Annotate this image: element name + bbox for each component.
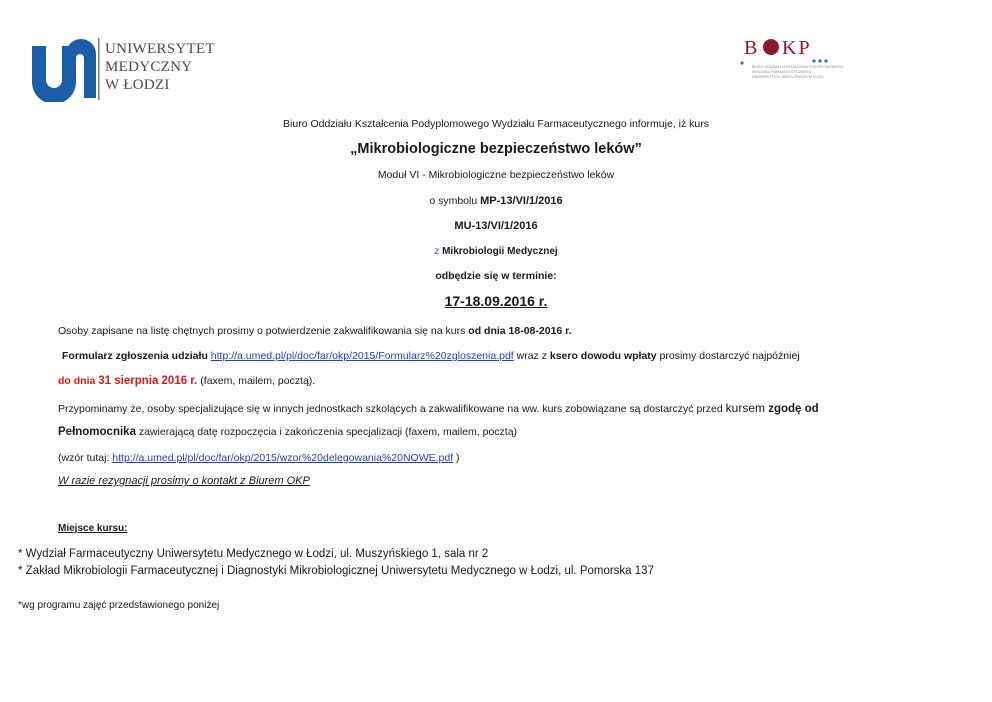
form-paragraph: [62, 350, 800, 362]
p2-label: Formularz zgłoszenia udziału: [62, 350, 211, 362]
symbol-1: MP-13/VI/1/2016: [480, 195, 563, 207]
svg-text:KP: KP: [782, 37, 812, 59]
umed-line2: MEDYCZNY: [105, 59, 193, 75]
resignation-note: W razie rezygnacji prosimy o kontakt z Biurem OKP: [58, 475, 310, 487]
p2-mid: wraz z: [513, 350, 550, 362]
bokp-logo-mark: [738, 34, 868, 84]
p3-red-date: 31 sierpnia 2016 r.: [98, 375, 198, 387]
svg-text:UNIWERSYTETU MEDYCZNEGO W ŁODZ: UNIWERSYTETU MEDYCZNEGO W ŁODZI: [752, 75, 824, 79]
reminder-paragraph: [58, 401, 819, 415]
plenipotentiary-paragraph: [58, 426, 517, 438]
department-line: [0, 246, 992, 257]
p1-deadline: od dnia 18-08-2016 r.: [468, 325, 572, 337]
p2-end: prosimy dostarczyć najpóźniej: [656, 350, 800, 362]
p1-text: Osoby zapisane na listę chętnych prosimy o potwierdzenie zakwalifikowania się na kurs: [58, 325, 469, 337]
umed-wordmark: [105, 40, 215, 94]
template-paragraph: [58, 452, 460, 464]
from-prefix: z: [434, 246, 443, 257]
term-label: odbędzie się w terminie:: [435, 270, 557, 282]
intro-text: Biuro Oddziału Kształcenia Podyplomowego Wydziału Farmaceutycznego informuje, iż kurs: [283, 118, 709, 130]
symbol-line: [0, 195, 992, 207]
p2-payment: ksero dowodu wpłaty: [549, 350, 657, 362]
form-link[interactable]: http://a.umed.pl/pl/doc/far/okp/2015/Formularz%20zgloszenia.pdf: [210, 350, 514, 362]
p4-text: Przypominamy że, osoby specjalizujące się w innych jednostkach szkolących a zakwalifikowane na ww. kurs zobowiązane są dostarczyć przed: [58, 403, 726, 415]
location-2: * Zakład Mikrobiologii Farmaceutycznej i Diagnostyki Mikrobiologicznej Uniwersytetu Medycznego w Łodzi, ul. Pomorska 137: [18, 565, 654, 577]
confirmation-paragraph: [58, 325, 572, 337]
p4-consent: zgodę od: [765, 403, 819, 415]
module-text: Moduł VI - Mikrobiologiczne bezpieczeństwo leków: [377, 169, 615, 181]
bokp-logo: [738, 34, 868, 84]
p3-end: (faxem, mailem, pocztą).: [197, 375, 316, 387]
department-name: Mikrobiologii Medycznej: [442, 246, 558, 257]
deadline-paragraph: [58, 375, 315, 387]
svg-text:BIURO ODDZIAŁU KSZTAŁCENIA POD: BIURO ODDZIAŁU KSZTAŁCENIA PODYPLOMOWEGO: [752, 65, 844, 69]
p5-text: zawierającą datę rozpoczęcia i zakończenia specjalizacji (faxem, mailem, pocztą): [135, 426, 518, 438]
p3-red-prefix: do dnia: [58, 375, 99, 387]
svg-text:B: B: [744, 37, 760, 59]
umed-line1: UNIWERSYTET: [105, 41, 215, 57]
p4-word: kursem: [725, 401, 765, 415]
svg-text:WYDZIAŁU FARMACEUTYCZNEGO: WYDZIAŁU FARMACEUTYCZNEGO: [752, 70, 812, 74]
course-title: „Mikrobiologiczne bezpieczeństwo leków”: [350, 141, 642, 157]
template-link[interactable]: http://a.umed.pl/pl/doc/far/okp/2015/wzor%20delegowania%20NOWE.pdf: [112, 452, 454, 464]
symbol-2: MU-13/VI/1/2016: [454, 220, 538, 232]
course-date: 17-18.09.2016 r.: [444, 293, 548, 309]
umed-line3: W ŁODZI: [105, 77, 170, 93]
symbol-prefix: o symbolu: [429, 195, 481, 207]
place-label: Miejsce kursu:: [58, 523, 128, 534]
program-note: *wg programu zajęć przedstawionego poniżej: [18, 600, 220, 611]
umed-logo-mark: [30, 36, 100, 102]
p6-prefix: (wzór tutaj:: [58, 452, 113, 464]
umed-logo: [30, 36, 220, 102]
p5-label: Pełnomocnika: [58, 426, 136, 438]
p6-suffix: ): [453, 452, 460, 464]
location-1: * Wydział Farmaceutyczny Uniwersytetu Medycznego w Łodzi, ul. Muszyńskiego 1, sala nr 2: [18, 548, 489, 560]
